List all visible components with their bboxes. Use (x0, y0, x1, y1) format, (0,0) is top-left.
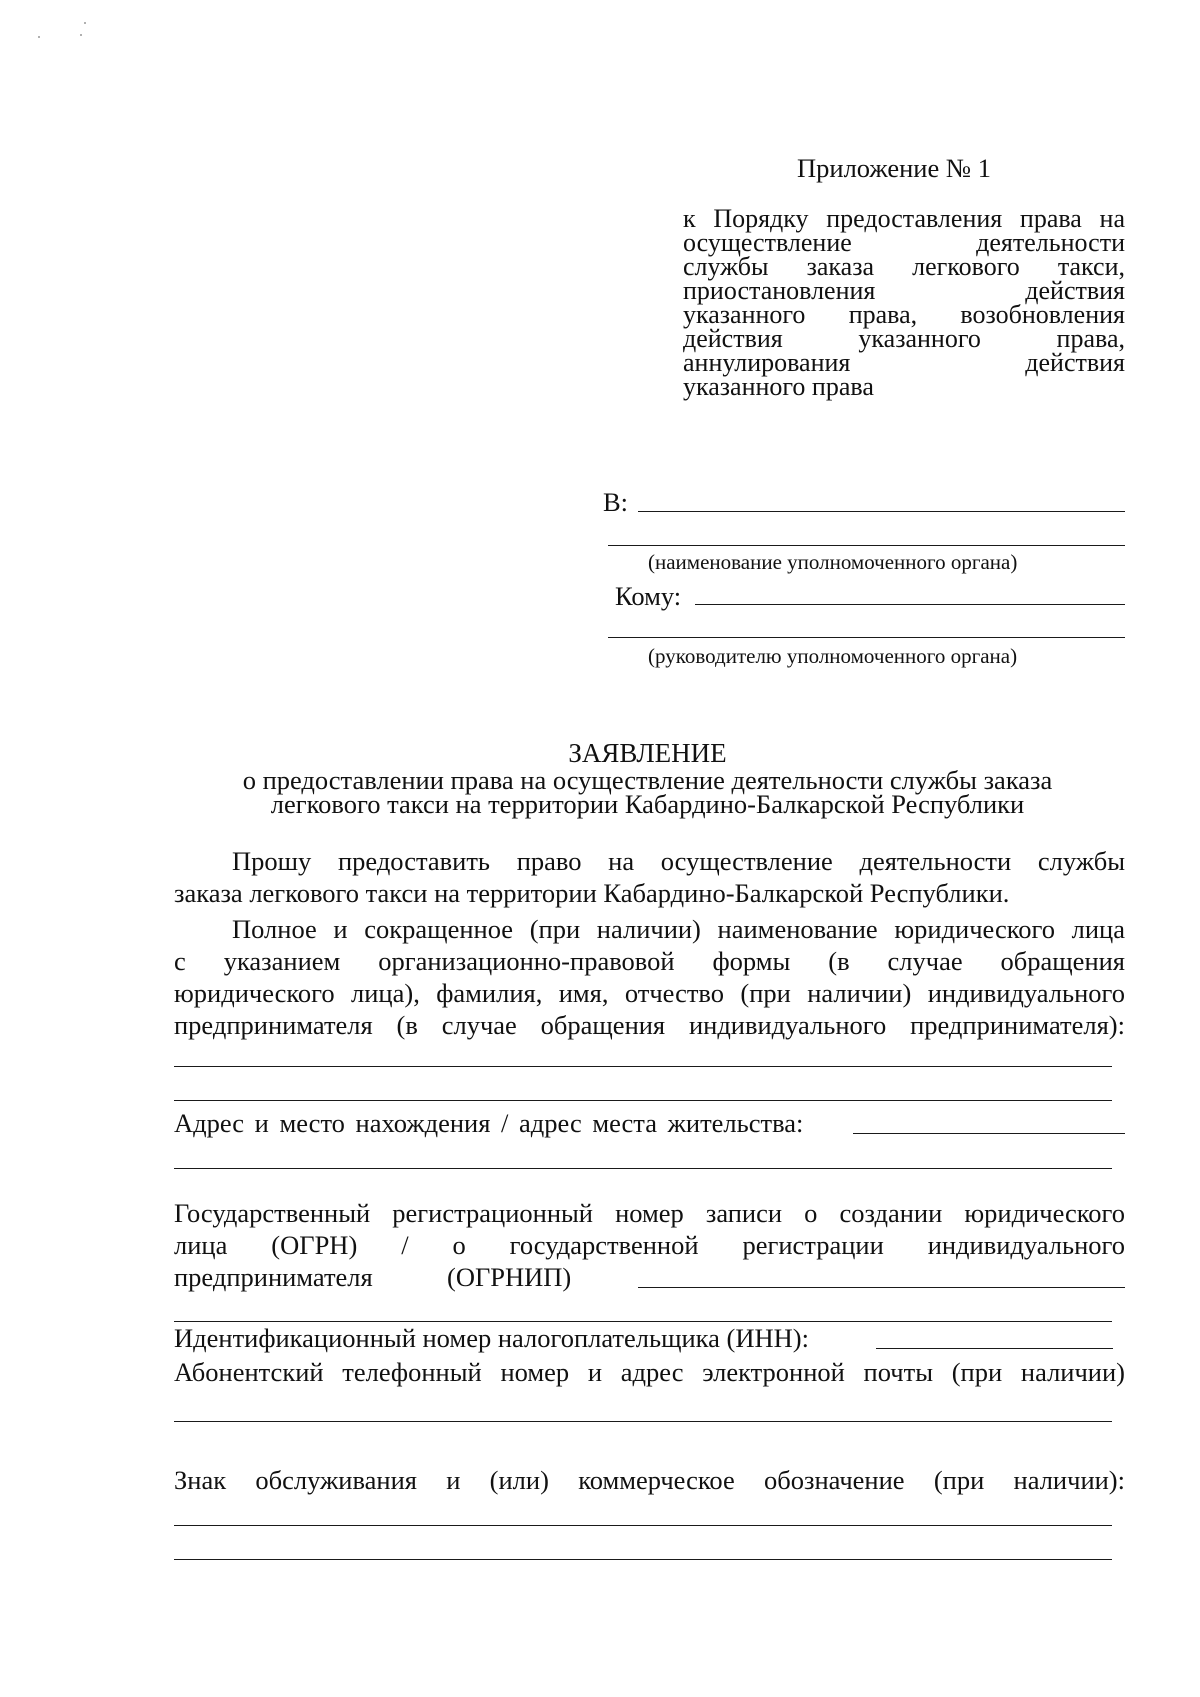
whom-caption: (руководителю уполномоченного органа) (648, 644, 1018, 668)
appendix-title: Приложение № 1 (797, 153, 992, 183)
ogrn-paragraph (174, 1197, 1125, 1261)
whom-label: Кому: (615, 581, 682, 611)
paragraph-line: предпринимателя (в случае обращения индивидуального предпринимателя): (174, 1010, 1125, 1040)
appendix-description (683, 204, 1125, 401)
phone-label: Абонентский телефонный номер и адрес электронной почты (при наличии) (174, 1357, 1125, 1387)
request-line1: Прошу предоставить право на осуществление деятельности службы (232, 846, 1125, 876)
to-label: В: (603, 487, 629, 517)
applicant-name-paragraph (174, 913, 1125, 1041)
document-subtitle-line1: о предоставлении права на осуществление деятельности службы заказа (242, 765, 1053, 795)
inn-input-line[interactable] (876, 1348, 1113, 1349)
paragraph-line: лица (ОГРН) / о государственной регистрации индивидуального (174, 1230, 1125, 1260)
to-input-line[interactable] (638, 511, 1125, 512)
appendix-line: осуществление деятельности (683, 228, 1125, 257)
whom-input-line[interactable] (695, 604, 1125, 605)
to-caption: (наименование уполномоченного органа) (648, 550, 1018, 574)
scan-speck (84, 22, 86, 24)
scan-speck (80, 34, 82, 36)
applicant-name-line-1[interactable] (174, 1066, 1112, 1067)
applicant-name-line-2[interactable] (174, 1100, 1112, 1101)
service-mark-label: Знак обслуживания и (или) коммерческое обозначение (при наличии): (174, 1465, 1125, 1495)
appendix-line: приостановления действия (683, 276, 1125, 305)
document-title: ЗАЯВЛЕНИЕ (568, 738, 727, 768)
service-mark-line-2[interactable] (174, 1559, 1112, 1560)
to-input-line-2[interactable] (608, 545, 1125, 546)
paragraph-line: с указанием организационно-правовой формы (в случае обращения (174, 946, 1125, 976)
address-input-line[interactable] (853, 1133, 1125, 1134)
ogrn-line3b: (ОГРНИП) (447, 1262, 572, 1292)
phone-input-line[interactable] (174, 1421, 1112, 1422)
address-label: Адрес и место нахождения / адрес места жительства: (174, 1108, 804, 1138)
appendix-line: указанного права (683, 372, 874, 401)
appendix-line: указанного права, возобновления (683, 300, 1125, 329)
address-input-line-2[interactable] (174, 1168, 1112, 1169)
scan-speck (38, 36, 40, 38)
ogrn-line3a: предпринимателя (174, 1262, 373, 1292)
document-subtitle-line2: легкового такси на территории Кабардино-Балкарской Республики (270, 789, 1025, 819)
paragraph-line: юридического лица), фамилия, имя, отчество (при наличии) индивидуального (174, 978, 1125, 1008)
appendix-line: действия указанного права, (683, 324, 1125, 353)
inn-label: Идентификационный номер налогоплательщика (ИНН): (174, 1323, 809, 1353)
whom-input-line-2[interactable] (608, 637, 1125, 638)
ogrn-input-line[interactable] (638, 1287, 1125, 1288)
paragraph-line: Полное и сокращенное (при наличии) наименование юридического лица (232, 914, 1125, 944)
appendix-line: аннулирования действия (683, 348, 1125, 377)
service-mark-line-1[interactable] (174, 1525, 1112, 1526)
request-line2: заказа легкового такси на территории Кабардино-Балкарской Республики. (174, 878, 1010, 908)
paragraph-line: Государственный регистрационный номер записи о создании юридического (174, 1198, 1125, 1228)
appendix-line: к Порядку предоставления права на (683, 204, 1125, 233)
appendix-line: службы заказа легкового такси, (683, 252, 1125, 281)
